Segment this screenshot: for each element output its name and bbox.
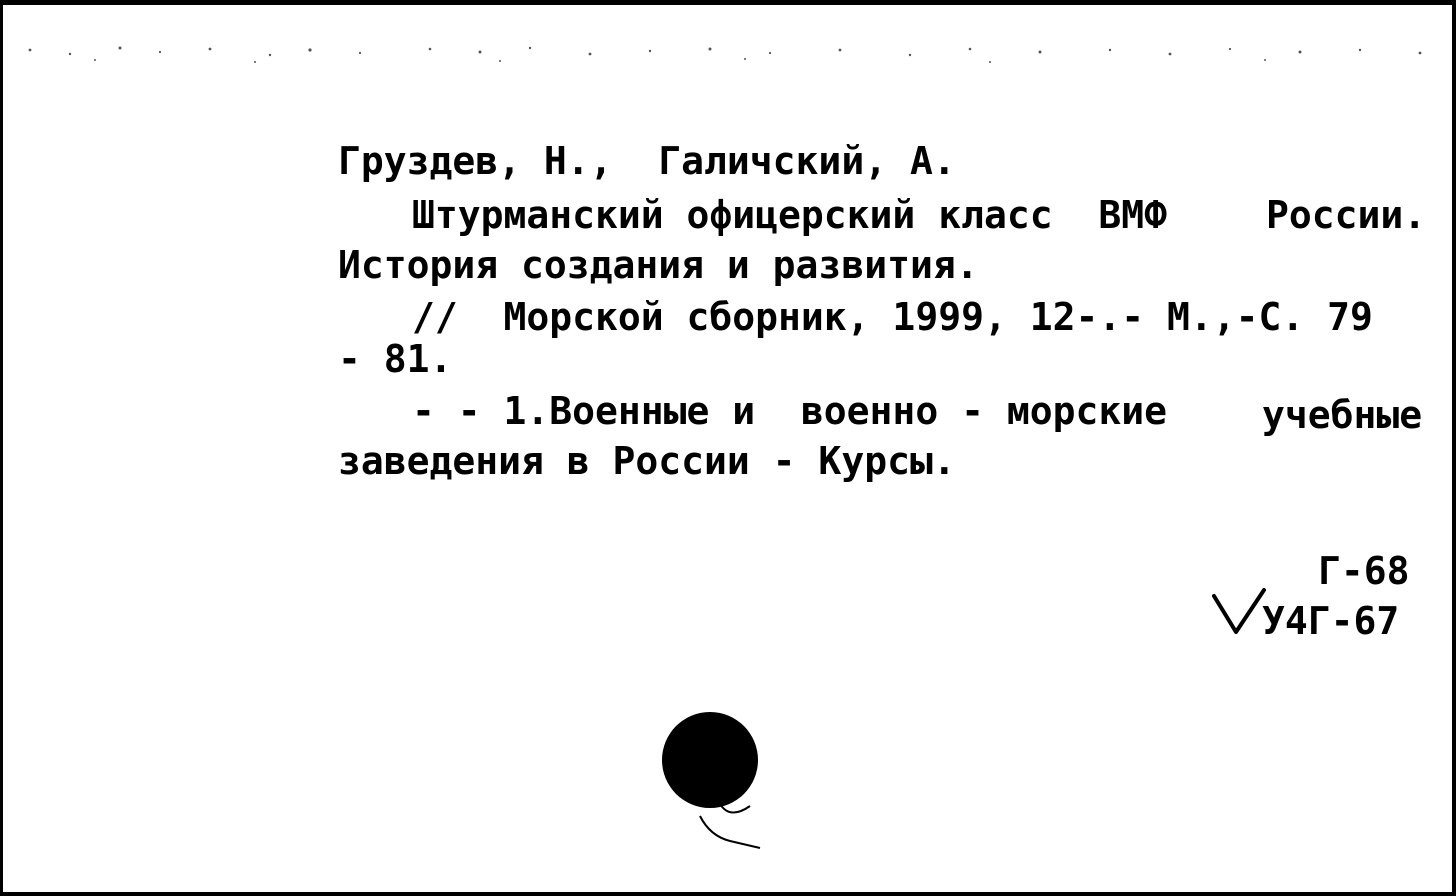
punch-hole-tear — [690, 796, 770, 856]
subject-line-1-end: учебные — [1262, 393, 1423, 437]
checkmark-icon — [1212, 588, 1268, 636]
title-line-2: История создания и развития. — [338, 243, 979, 287]
title-line-1-end: России. — [1266, 193, 1427, 237]
source-line-1: // Морской сборник, 1999, 12-.- М.,-С. 79 — [412, 295, 1373, 339]
shelfmark-1: Г-68 — [1318, 549, 1410, 593]
shelfmark-2: У4Г-67 — [1262, 599, 1400, 643]
card-right-edge — [1452, 0, 1456, 896]
card-left-edge — [0, 0, 3, 896]
subject-line-2: заведения в России - Курсы. — [338, 439, 956, 483]
authors: Груздев, Н., Галичский, А. — [338, 139, 956, 183]
punch-hole — [662, 712, 758, 808]
card-top-edge — [0, 0, 1456, 5]
source-line-2: - 81. — [338, 337, 453, 381]
title-line-1: Штурманский офицерский класс ВМФ — [412, 193, 1167, 237]
scan-noise — [10, 40, 1446, 70]
card-bottom-edge — [0, 892, 1456, 896]
subject-line-1: - - 1.Военные и военно - морские — [412, 389, 1167, 433]
